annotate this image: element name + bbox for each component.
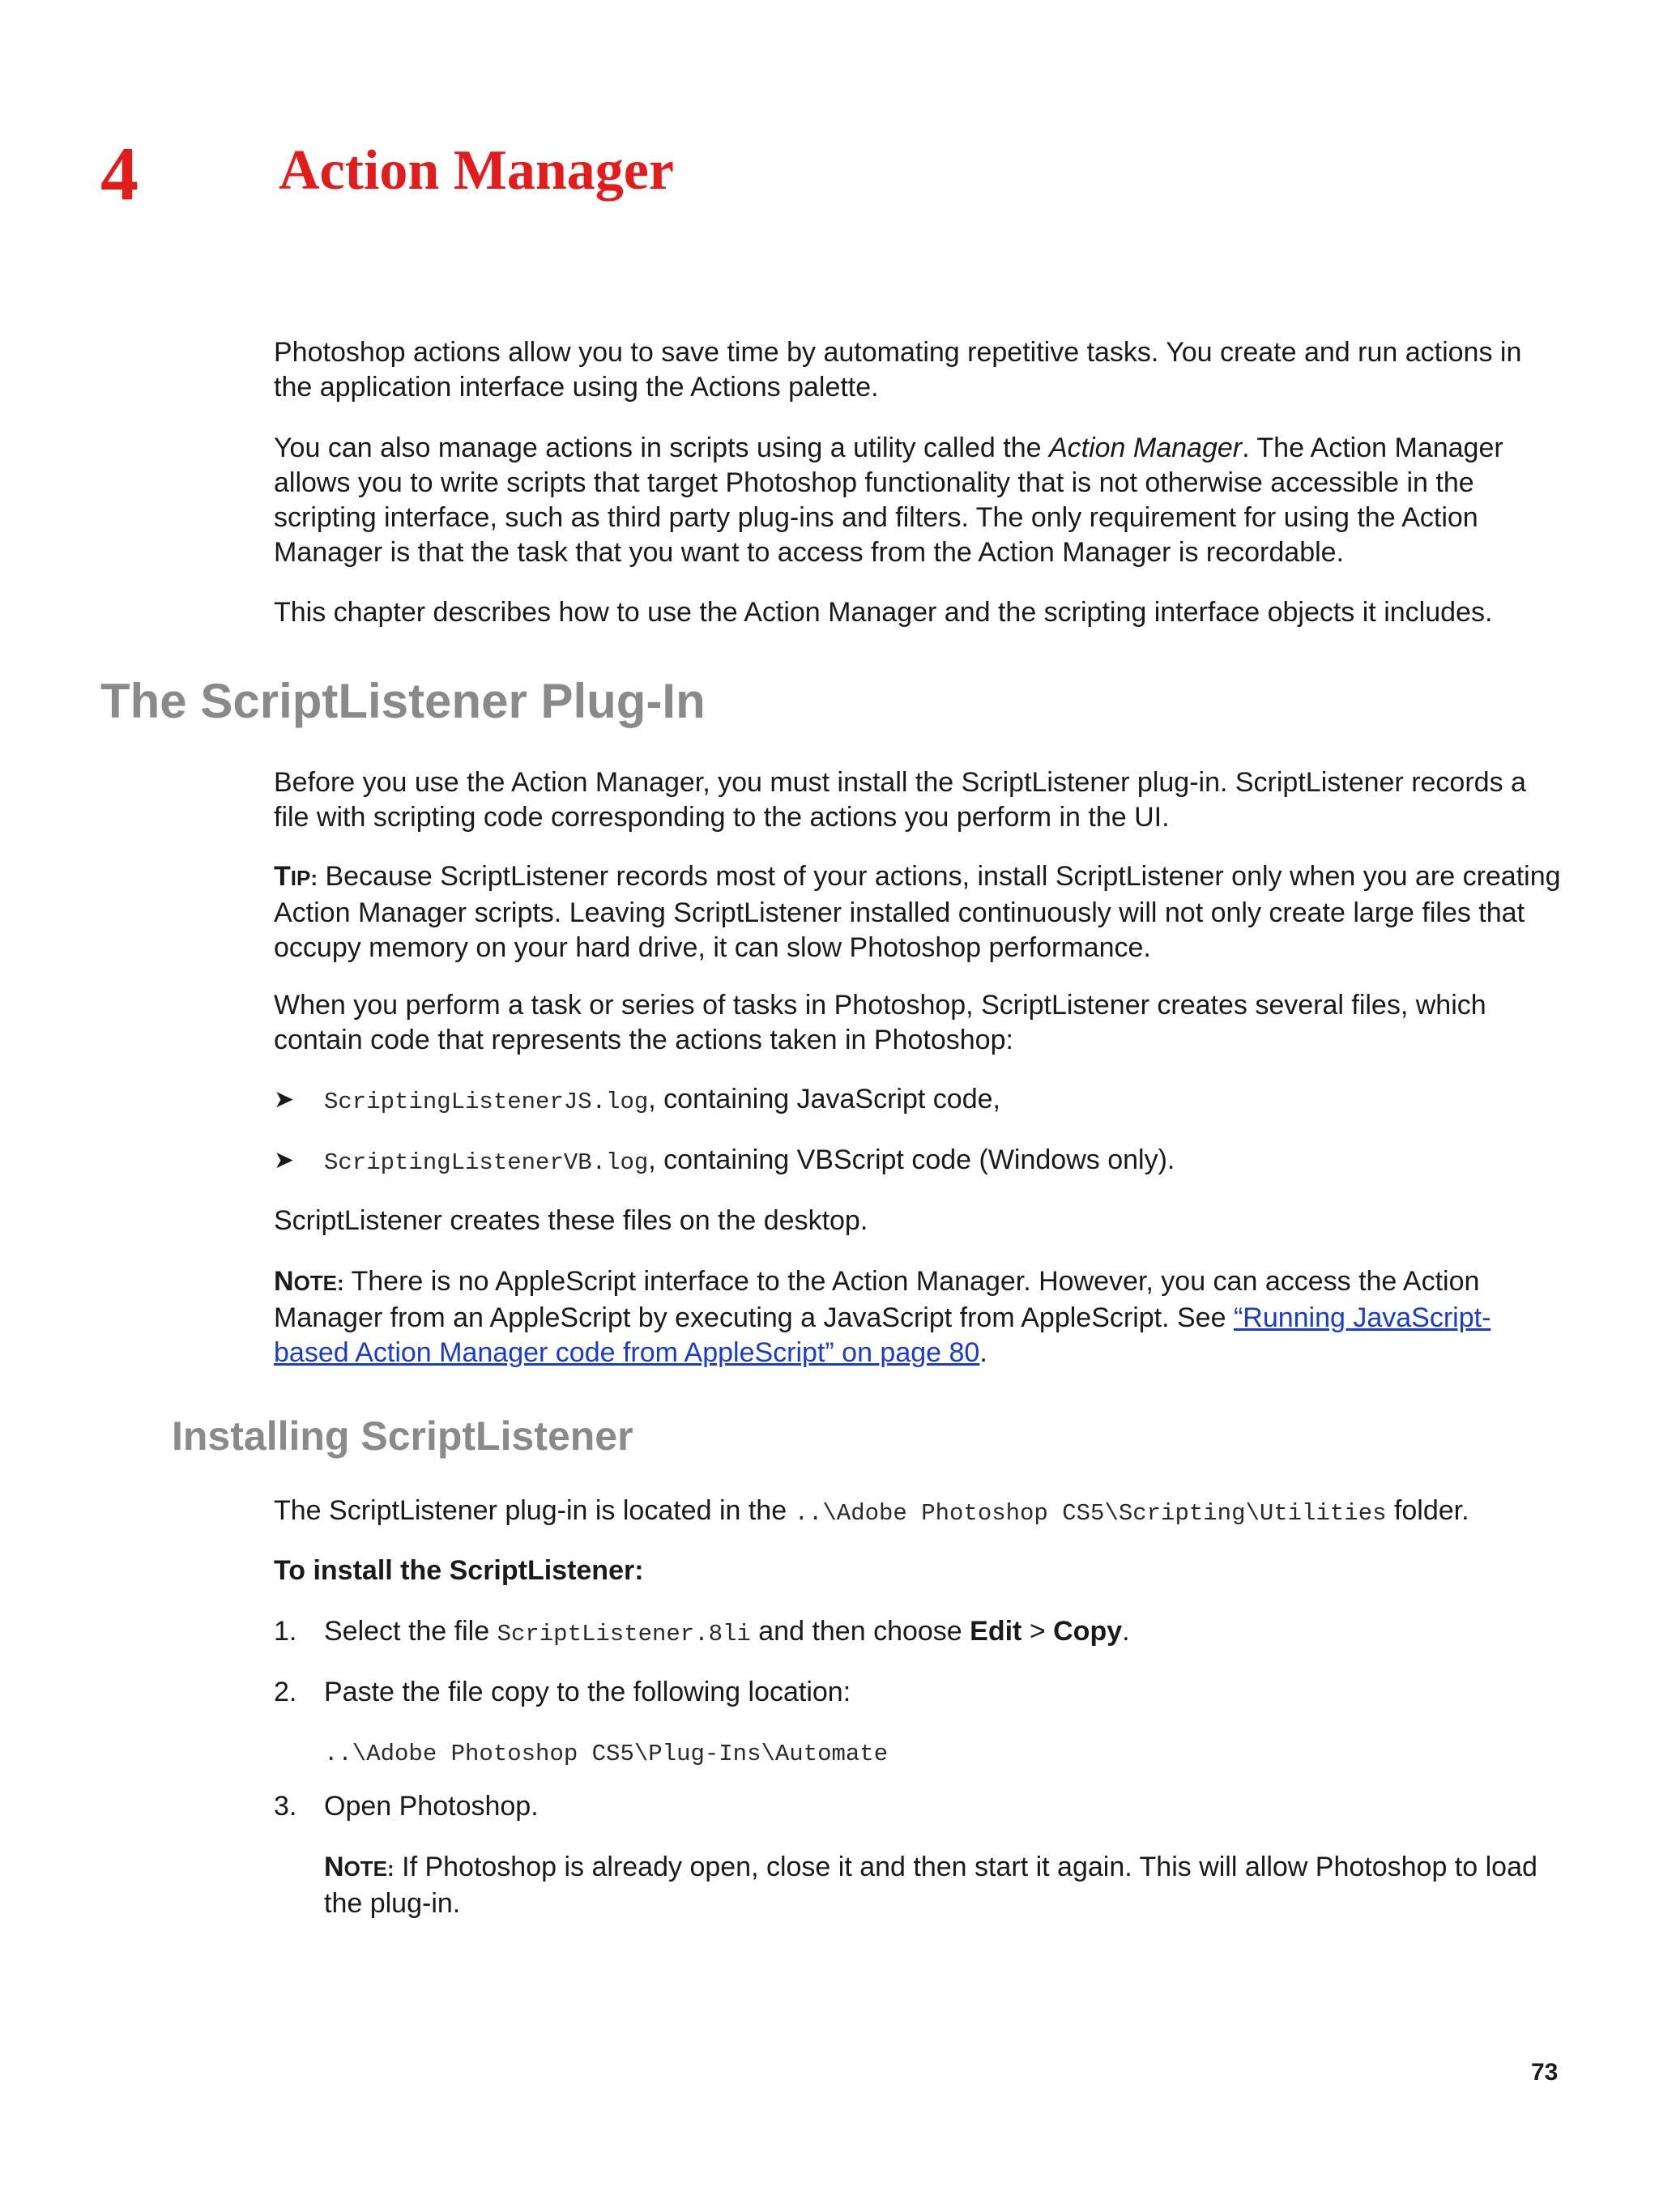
note-label-2	[324, 1852, 394, 1882]
bullet-text-vb: , containing VBScript code (Windows only).	[648, 1144, 1175, 1175]
tip-block	[274, 859, 1565, 965]
note-block-1	[274, 1264, 1565, 1370]
step-1-end: .	[1122, 1616, 1130, 1647]
section1-text-1: Before you use the Action Manager, you must install the ScriptListener plug-in. ScriptListener records a file with scripting code corresponding to the actions you perform in the UI.	[274, 767, 1526, 833]
section2-text-1b: folder.	[1386, 1495, 1469, 1526]
step-2: Paste the file copy to the following location:	[324, 1677, 851, 1707]
tip-label-rest: IP:	[290, 866, 318, 890]
step-1-text-b: and then choose	[750, 1616, 970, 1647]
intro-text-3: This chapter describes how to use the Action Manager and the scripting interface objects it includes.	[274, 597, 1493, 628]
menu-separator: >	[1021, 1616, 1054, 1647]
intro-text-1: Photoshop actions allow you to save time by automating repetitive tasks. You create and run actions in the application interface using the Actions palette.	[274, 337, 1522, 403]
section-heading-scriptlistener: The ScriptListener Plug-In	[100, 674, 706, 728]
bullet-code-js: ScriptingListenerJS.log	[324, 1089, 649, 1115]
section1-paragraph-3	[274, 1204, 1565, 1238]
intro-text-2b: . The Action Manager allows you to write scripts that target Photoshop functionality that is not otherwise accessible in the scripting interface, such as third party plug-ins and filters. The only requirement for using the Action Manager is that the task that you want to access from the Action Manager is recordable.	[274, 433, 1503, 568]
intro-text-2a: You can also manage actions in scripts using a utility called the	[274, 433, 1049, 463]
note-end: .	[979, 1337, 987, 1368]
step-1	[324, 1614, 1130, 1652]
procedure-title	[274, 1554, 1565, 1588]
procedure-title-text: To install the ScriptListener:	[274, 1555, 644, 1586]
intro-paragraph-1	[274, 335, 1565, 405]
step-3: Open Photoshop.	[324, 1791, 539, 1822]
note-label-2-first: N	[324, 1852, 344, 1882]
section2-text-1a: The ScriptListener plug-in is located in the	[274, 1495, 795, 1526]
automate-path: ..\Adobe Photoshop CS5\Plug-Ins\Automate	[324, 1741, 889, 1767]
action-manager-emphasis: Action Manager	[1048, 433, 1243, 463]
subsection-heading-installing: Installing ScriptListener	[172, 1413, 633, 1459]
menu-copy: Copy	[1053, 1616, 1123, 1647]
utilities-path: ..\Adobe Photoshop CS5\Scripting\Utilities	[794, 1500, 1387, 1527]
bullet-text-js: , containing JavaScript code,	[648, 1084, 1000, 1115]
menu-edit: Edit	[970, 1616, 1022, 1647]
tip-text: Because ScriptListener records most of your actions, install ScriptListener only when you are creating Action Manager scripts. Leaving ScriptListener installed continuously will not only create large files that occupy memory on your hard drive, it can slow Photoshop performance.	[274, 861, 1561, 963]
step-1-text-a: Select the file	[324, 1616, 497, 1647]
section1-text-2: When you perform a task or series of tasks in Photoshop, ScriptListener creates several files, which contain code that represents the actions taken in Photoshop:	[274, 990, 1486, 1055]
note-block-2	[324, 1850, 1565, 1921]
section1-paragraph-2	[274, 988, 1565, 1058]
cross-reference-link[interactable]: “Running JavaScript-based Action Manager code from AppleScript” on page 80	[274, 1302, 1491, 1368]
note-label-first: N	[274, 1266, 294, 1297]
page-number: 73	[1531, 2059, 1559, 2086]
section1-text-3: ScriptListener creates these files on the desktop.	[274, 1205, 868, 1236]
note-label	[274, 1266, 344, 1297]
note-text-2: If Photoshop is already open, close it and then start it again. This will allow Photoshop to load the plug-in.	[324, 1852, 1537, 1919]
step-1-number: 1.	[274, 1616, 297, 1647]
tip-label	[274, 861, 318, 892]
step-3-number: 3.	[274, 1791, 297, 1822]
note-label-rest: OTE:	[293, 1271, 344, 1295]
tip-label-first: T	[274, 861, 291, 892]
arrow-bullet-icon: ➤	[274, 1147, 295, 1174]
section1-paragraph-1	[274, 765, 1565, 835]
section2-paragraph-1	[274, 1494, 1565, 1531]
intro-paragraph-2	[274, 431, 1565, 570]
chapter-title: Action Manager	[279, 139, 674, 202]
step-2-number: 2.	[274, 1677, 297, 1707]
intro-paragraph-3	[274, 595, 1565, 630]
chapter-number: 4	[100, 132, 139, 216]
arrow-bullet-icon: ➤	[274, 1086, 295, 1113]
bullet-code-vb: ScriptingListenerVB.log	[324, 1149, 649, 1176]
step-1-filename: ScriptListener.8li	[497, 1621, 751, 1647]
note-text: There is no AppleScript interface to the Action Manager. However, you can access the Action Manager from an AppleScript by executing a JavaScript from AppleScript. See	[274, 1266, 1480, 1333]
note-label-2-rest: OTE:	[343, 1856, 394, 1881]
